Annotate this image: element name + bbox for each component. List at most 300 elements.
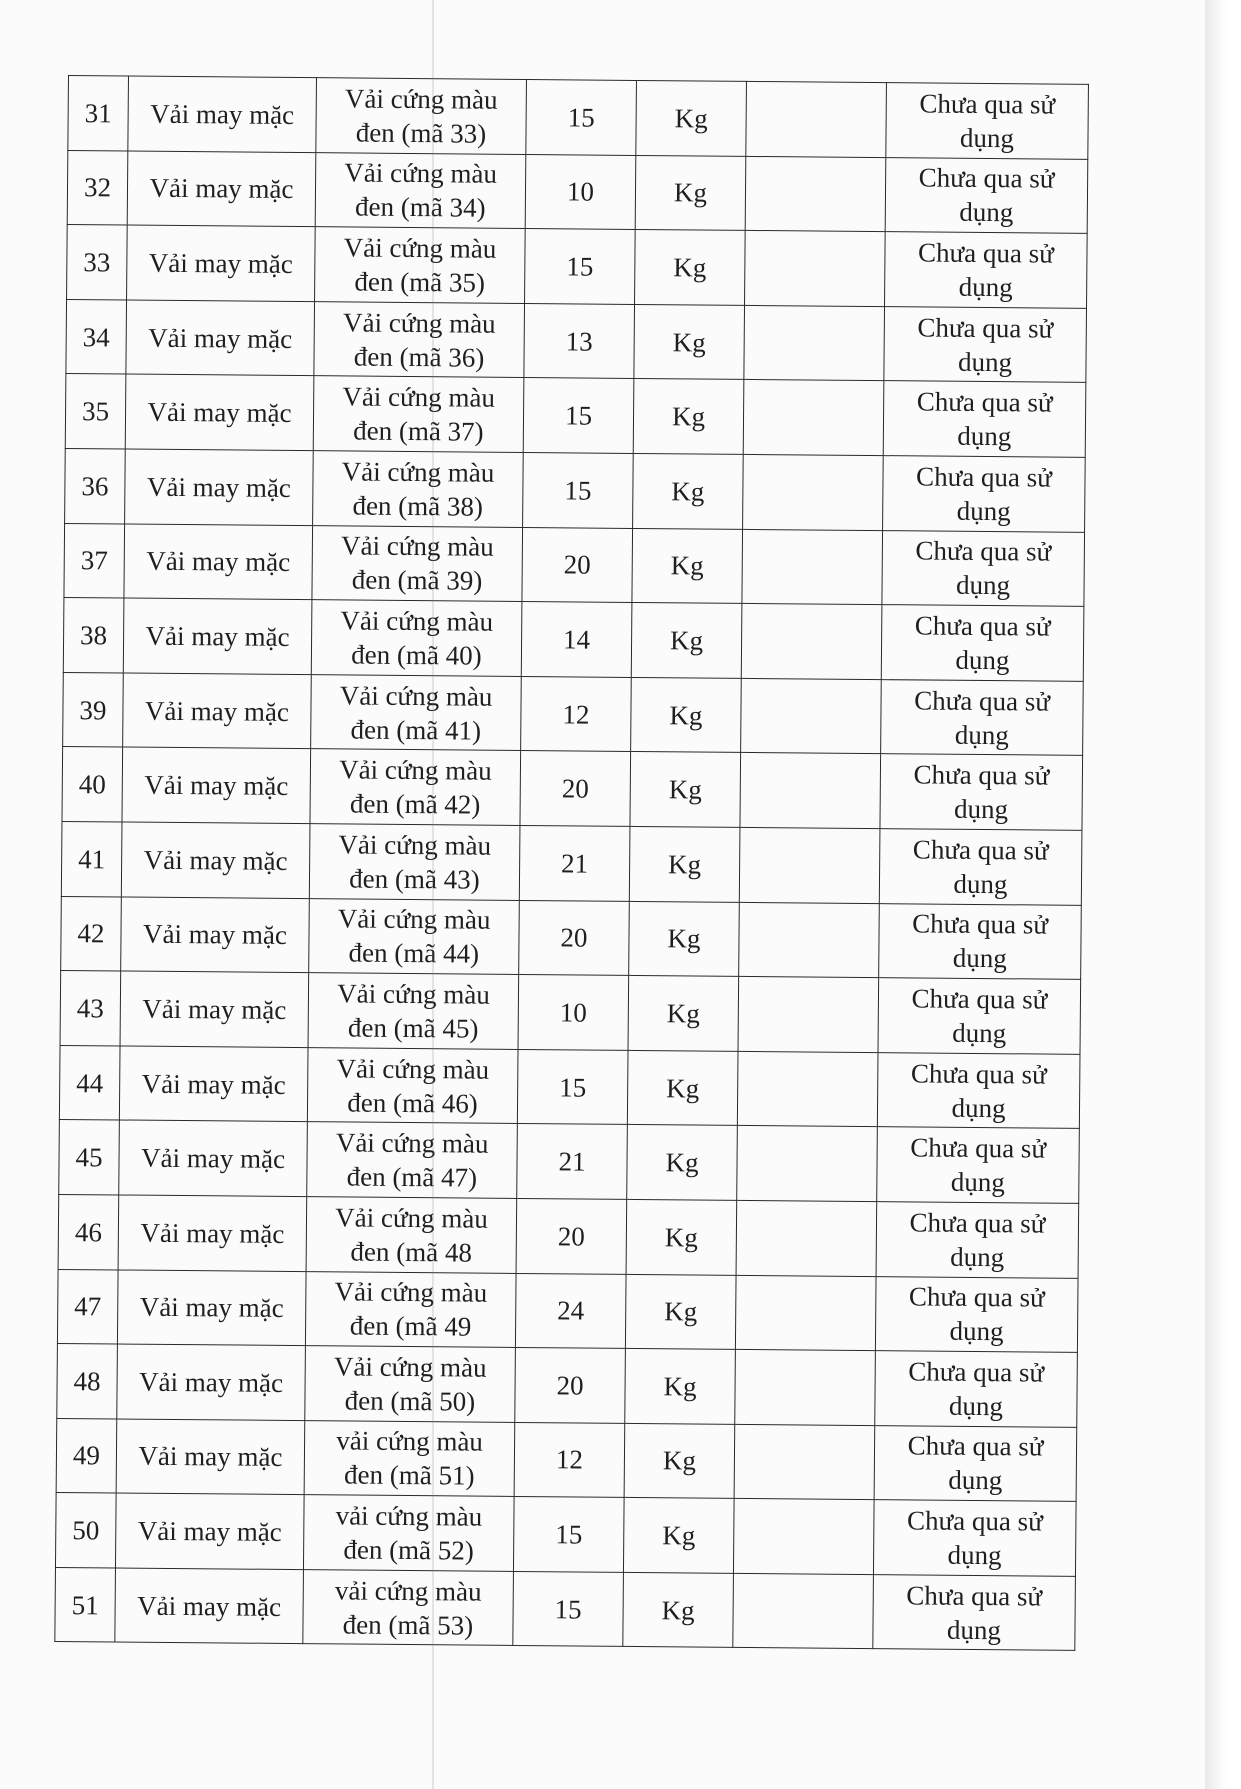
item-status-text: dụng xyxy=(952,943,1007,974)
item-description-text: Vải cứng màu xyxy=(334,1276,488,1309)
item-status xyxy=(878,978,1081,1054)
row-number-text: 39 xyxy=(79,694,107,725)
item-category-text: Vải may mặc xyxy=(146,471,292,503)
item-status-text: Chưa qua sử xyxy=(911,983,1048,1015)
item-unit xyxy=(629,826,740,902)
item-unit xyxy=(635,230,746,306)
item-unit-text: Kg xyxy=(664,1221,699,1253)
item-quantity xyxy=(517,1049,628,1125)
item-unit xyxy=(634,304,745,380)
item-status-text: dụng xyxy=(946,1614,1002,1645)
item-category xyxy=(119,1046,308,1122)
item-status-text: Chưa qua sử xyxy=(913,759,1050,791)
row-number xyxy=(58,1194,119,1269)
item-description xyxy=(306,1197,517,1273)
item-unit-text: Kg xyxy=(663,1371,697,1402)
item-quantity-text: 20 xyxy=(556,1370,584,1401)
item-description-text: vải cứng màu xyxy=(336,1425,484,1458)
item-unit xyxy=(625,1274,736,1350)
item-quantity xyxy=(523,452,634,528)
table-row xyxy=(59,1120,1080,1203)
item-category xyxy=(127,151,316,227)
item-description-text: đen (mã 38) xyxy=(352,490,484,522)
table-row xyxy=(56,1418,1077,1501)
item-description-text: Vải cứng màu xyxy=(344,83,498,115)
item-description-text: Vải cứng màu xyxy=(335,1127,489,1159)
item-description xyxy=(311,600,522,676)
item-description-text: Vải cứng màu xyxy=(337,978,490,1010)
table-row xyxy=(67,225,1088,308)
item-category xyxy=(119,1120,308,1196)
row-number-text: 33 xyxy=(83,247,111,278)
item-description xyxy=(305,1346,516,1422)
item-status xyxy=(881,679,1084,755)
table-row xyxy=(58,1194,1079,1277)
item-unit-text: Kg xyxy=(667,923,701,954)
row-number-text: 31 xyxy=(84,97,112,129)
item-description-text: đen (mã 43) xyxy=(349,863,480,895)
item-category-text: Vải may mặc xyxy=(140,1142,286,1175)
item-blank xyxy=(746,81,887,157)
item-status xyxy=(873,1500,1076,1576)
item-unit xyxy=(632,528,743,604)
item-description-text: Vải cứng màu xyxy=(342,306,496,339)
item-status-text: Chưa qua sử xyxy=(907,1430,1044,1463)
item-category-text: Vải may mặc xyxy=(137,1590,282,1622)
item-unit xyxy=(623,1498,734,1574)
row-number-text: 37 xyxy=(80,545,108,576)
item-description-text: Vải cứng màu xyxy=(344,157,498,190)
item-unit-text: Kg xyxy=(671,476,705,507)
item-category xyxy=(126,300,315,376)
table-row xyxy=(65,374,1086,457)
item-status-text: Chưa qua sử xyxy=(914,684,1051,717)
item-status-text: dụng xyxy=(953,793,1009,825)
row-number xyxy=(61,896,122,971)
row-number-text: 35 xyxy=(81,396,110,427)
row-number xyxy=(56,1418,117,1493)
row-number-text: 50 xyxy=(72,1515,100,1546)
item-status-text: dụng xyxy=(951,1092,1006,1123)
item-status-text: dụng xyxy=(947,1539,1002,1571)
item-quantity xyxy=(525,229,636,305)
item-quantity xyxy=(515,1273,626,1349)
table-row xyxy=(55,1567,1076,1650)
item-category-text: Vải may mặc xyxy=(139,1291,284,1324)
item-status-text: Chưa qua sử xyxy=(918,162,1055,195)
row-number xyxy=(65,374,126,449)
item-quantity-text: 20 xyxy=(561,773,589,804)
item-category xyxy=(127,225,316,301)
table-row xyxy=(66,299,1087,382)
item-category xyxy=(125,449,314,525)
item-description-text: Vải cứng màu xyxy=(341,456,495,488)
item-description-text: đen (mã 34) xyxy=(354,191,486,224)
item-quantity xyxy=(523,378,634,454)
item-description-text: Vải cứng màu xyxy=(342,381,496,413)
item-category-text: Vải may mặc xyxy=(144,769,289,802)
item-unit-text: Kg xyxy=(664,1296,698,1327)
item-status-text: dụng xyxy=(957,346,1013,377)
item-quantity-text: 15 xyxy=(567,102,595,133)
item-category-text: Vải may mặc xyxy=(147,396,292,429)
item-status-text: Chưa qua sử xyxy=(912,908,1049,940)
item-category xyxy=(128,76,317,152)
item-description-text: Vải cứng màu xyxy=(339,679,493,712)
item-blank xyxy=(737,1051,878,1127)
item-status-text: Chưa qua sử xyxy=(916,461,1053,493)
item-category-text: Vải may mặc xyxy=(145,620,290,652)
item-category xyxy=(115,1568,304,1644)
item-status-text: Chưa qua sử xyxy=(917,312,1054,344)
item-unit xyxy=(625,1349,736,1425)
item-description-text: đen (mã 39) xyxy=(351,564,483,596)
row-number xyxy=(59,1045,120,1120)
item-unit xyxy=(628,976,739,1052)
item-unit-text: Kg xyxy=(665,1147,699,1178)
item-description-text: đen (mã 44) xyxy=(348,937,480,969)
row-number-text: 36 xyxy=(81,470,109,502)
item-category xyxy=(117,1344,306,1420)
item-blank xyxy=(742,529,883,605)
item-category xyxy=(123,673,312,749)
item-status-text: Chưa qua sử xyxy=(910,1132,1047,1164)
table-row xyxy=(57,1269,1078,1352)
item-status-text: Chưa qua sử xyxy=(906,1580,1043,1612)
item-blank xyxy=(741,678,882,754)
item-status xyxy=(882,530,1085,606)
item-description-text: Vải cứng màu xyxy=(338,829,492,861)
item-blank xyxy=(740,753,881,829)
item-description xyxy=(305,1271,516,1347)
item-description-text: Vải cứng màu xyxy=(340,530,494,563)
page-edge-shadow xyxy=(1205,0,1241,1789)
item-quantity-text: 21 xyxy=(558,1146,586,1177)
row-number-text: 45 xyxy=(75,1142,103,1173)
item-unit xyxy=(627,1125,738,1201)
item-quantity xyxy=(519,825,630,901)
item-quantity xyxy=(516,1198,627,1274)
item-status-text: dụng xyxy=(959,122,1015,154)
item-unit xyxy=(633,379,744,455)
row-number-text: 34 xyxy=(82,321,110,352)
item-quantity-text: 12 xyxy=(555,1444,584,1476)
item-status xyxy=(883,381,1086,457)
item-blank xyxy=(745,231,886,307)
item-description-text: đen (mã 53) xyxy=(342,1609,474,1641)
item-category-text: Vải may mặc xyxy=(142,993,287,1025)
item-unit xyxy=(624,1423,735,1499)
item-unit xyxy=(631,677,742,753)
row-number-text: 40 xyxy=(78,769,106,800)
item-quantity xyxy=(525,154,636,230)
item-category xyxy=(123,598,312,674)
item-status xyxy=(875,1276,1078,1352)
item-unit xyxy=(633,453,744,529)
item-quantity xyxy=(513,1571,624,1647)
row-number-text: 43 xyxy=(76,993,104,1024)
item-status xyxy=(885,157,1088,233)
table-row xyxy=(61,896,1082,979)
item-status-text: Chưa qua sử xyxy=(915,535,1052,567)
row-number xyxy=(65,448,126,523)
item-description-text: Vải cứng màu xyxy=(335,1202,488,1234)
item-description-text: Vải cứng màu xyxy=(337,903,491,936)
item-description xyxy=(308,973,519,1049)
item-quantity-text: 20 xyxy=(563,549,591,580)
item-blank xyxy=(733,1499,874,1575)
item-unit-text: Kg xyxy=(668,849,702,880)
item-quantity-text: 15 xyxy=(559,1071,587,1103)
item-quantity-text: 15 xyxy=(554,1593,582,1625)
item-description-text: vải cứng màu xyxy=(335,1500,483,1532)
item-description xyxy=(314,301,525,377)
item-quantity xyxy=(514,1422,625,1498)
item-description-text: đen (mã 33) xyxy=(355,117,487,149)
item-unit-text: Kg xyxy=(671,401,706,432)
row-number xyxy=(68,76,129,151)
item-unit xyxy=(623,1572,734,1648)
table-row xyxy=(59,1045,1080,1128)
item-description-text: đen (mã 35) xyxy=(354,266,486,298)
item-quantity-text: 20 xyxy=(557,1221,586,1252)
item-quantity xyxy=(521,602,632,678)
item-blank xyxy=(734,1424,875,1500)
item-unit xyxy=(635,155,746,231)
item-category-text: Vải may mặc xyxy=(137,1515,282,1547)
item-status-text: Chưa qua sử xyxy=(919,88,1056,120)
item-category-text: Vải may mặc xyxy=(148,247,293,279)
row-number xyxy=(59,1120,120,1195)
item-blank xyxy=(735,1349,876,1425)
item-category xyxy=(121,897,310,973)
item-blank xyxy=(735,1275,876,1351)
item-description xyxy=(313,376,524,452)
item-description xyxy=(316,78,527,154)
item-status-text: dụng xyxy=(949,1316,1004,1347)
item-quantity xyxy=(524,303,635,379)
item-category xyxy=(124,524,313,600)
scan-fold-line xyxy=(432,0,434,1789)
item-description xyxy=(315,152,526,228)
row-number xyxy=(67,150,128,225)
item-description-text: đen (mã 41) xyxy=(350,714,482,746)
item-status xyxy=(885,232,1088,308)
item-description xyxy=(307,1122,518,1198)
item-quantity-text: 10 xyxy=(559,997,587,1028)
item-status xyxy=(880,754,1083,830)
item-category-text: Vải may mặc xyxy=(150,98,295,130)
table-row xyxy=(60,971,1081,1054)
item-unit xyxy=(636,80,747,156)
item-status xyxy=(883,456,1086,532)
item-description-text: Vải cứng màu xyxy=(339,754,492,786)
item-blank xyxy=(739,827,880,903)
item-quantity-text: 15 xyxy=(555,1519,583,1550)
item-quantity-text: 12 xyxy=(562,698,590,730)
table-row xyxy=(68,76,1089,159)
item-blank xyxy=(743,454,884,530)
item-status-text: dụng xyxy=(958,271,1013,303)
item-quantity-text: 20 xyxy=(560,922,588,953)
row-number xyxy=(63,598,124,673)
item-category xyxy=(125,374,314,450)
item-quantity xyxy=(521,676,632,752)
item-blank xyxy=(738,977,879,1053)
item-unit-text: Kg xyxy=(669,625,704,656)
item-status-text: dụng xyxy=(950,1166,1006,1198)
item-category xyxy=(117,1269,306,1345)
item-description-text: Vải cứng màu xyxy=(333,1351,487,1383)
item-description xyxy=(310,749,521,825)
item-description xyxy=(304,1420,515,1496)
item-status-text: dụng xyxy=(953,868,1008,899)
item-description-text: đen (mã 47) xyxy=(346,1161,478,1193)
item-status xyxy=(876,1202,1079,1278)
item-description-text: đen (mã 37) xyxy=(353,415,484,447)
item-description-text: Vải cứng màu xyxy=(340,605,494,637)
item-status-text: dụng xyxy=(948,1390,1004,1422)
item-unit-text: Kg xyxy=(670,550,704,581)
inventory-table xyxy=(54,75,1089,1651)
row-number xyxy=(67,225,128,300)
item-quantity-text: 21 xyxy=(561,848,589,879)
item-quantity-text: 13 xyxy=(565,325,593,357)
row-number-text: 46 xyxy=(74,1216,103,1248)
item-description xyxy=(303,1569,514,1645)
item-status-text: dụng xyxy=(950,1241,1005,1272)
item-description-text: đen (mã 36) xyxy=(353,341,485,373)
item-description-text: đen (mã 51) xyxy=(343,1459,475,1492)
row-number xyxy=(66,299,127,374)
item-unit xyxy=(630,752,741,828)
item-category-text: Vải may mặc xyxy=(149,173,294,205)
item-category-text: Vải may mặc xyxy=(143,844,288,876)
item-quantity xyxy=(526,80,637,156)
row-number xyxy=(55,1493,116,1568)
item-unit xyxy=(626,1199,737,1275)
item-quantity-text: 24 xyxy=(557,1295,585,1326)
item-status-text: Chưa qua sử xyxy=(908,1281,1045,1313)
item-category xyxy=(116,1419,305,1495)
item-category-text: Vải may mặc xyxy=(144,695,290,727)
item-unit-text: Kg xyxy=(668,774,702,805)
item-category-text: Vải may mặc xyxy=(138,1441,283,1473)
item-quantity-text: 14 xyxy=(562,624,591,655)
item-status xyxy=(875,1351,1078,1427)
row-number xyxy=(61,821,122,896)
item-status xyxy=(879,829,1082,905)
item-status-text: Chưa qua sử xyxy=(916,386,1053,418)
item-unit-text: Kg xyxy=(662,1520,696,1551)
item-status-text: Chưa qua sử xyxy=(908,1356,1045,1388)
item-unit-text: Kg xyxy=(661,1594,695,1626)
item-category-text: Vải may mặc xyxy=(146,546,291,578)
item-description xyxy=(307,1047,518,1123)
item-status xyxy=(884,306,1087,382)
item-category-text: Vải may mặc xyxy=(142,919,288,951)
item-status-text: dụng xyxy=(954,719,1009,750)
item-status-text: Chưa qua sử xyxy=(912,834,1049,866)
item-quantity xyxy=(518,975,629,1051)
table-row xyxy=(63,598,1084,681)
item-category-text: Vải may mặc xyxy=(148,322,293,354)
row-number xyxy=(57,1344,118,1419)
table-row xyxy=(63,672,1084,755)
row-number xyxy=(60,971,121,1046)
row-number xyxy=(57,1269,118,1344)
item-description-text: Vải cứng màu xyxy=(343,232,497,264)
item-status-text: Chưa qua sử xyxy=(917,237,1054,269)
item-category-text: Vải may mặc xyxy=(141,1068,286,1100)
item-blank xyxy=(737,1126,878,1202)
item-quantity-text: 15 xyxy=(564,475,592,506)
item-blank xyxy=(745,156,886,232)
item-description xyxy=(303,1495,514,1571)
item-quantity-text: 10 xyxy=(566,176,595,207)
table-body xyxy=(55,76,1089,1651)
item-quantity xyxy=(515,1348,626,1424)
item-status xyxy=(879,903,1082,979)
item-status xyxy=(886,83,1089,159)
item-description-text: vải cứng màu xyxy=(334,1575,482,1607)
item-category-text: Vải may mặc xyxy=(138,1366,284,1398)
item-status-text: Chưa qua sử xyxy=(910,1057,1047,1090)
item-description xyxy=(313,451,524,527)
item-status-text: dụng xyxy=(956,495,1011,527)
item-blank xyxy=(743,380,884,456)
item-status-text: Chưa qua sử xyxy=(909,1207,1046,1239)
table-row xyxy=(67,150,1088,233)
item-status-text: dụng xyxy=(957,420,1012,452)
item-status-text: Chưa qua sử xyxy=(914,610,1051,642)
item-quantity xyxy=(513,1497,624,1573)
item-status xyxy=(881,605,1084,681)
item-unit-text: Kg xyxy=(673,252,707,283)
table-row xyxy=(62,747,1083,830)
item-blank xyxy=(739,902,880,978)
item-unit-text: Kg xyxy=(666,1072,700,1104)
table-row xyxy=(57,1344,1078,1427)
row-number-text: 42 xyxy=(77,918,105,949)
item-quantity-text: 15 xyxy=(564,400,593,431)
row-number xyxy=(63,672,124,747)
item-unit-text: Kg xyxy=(674,103,708,134)
item-quantity xyxy=(522,527,633,603)
item-status-text: dụng xyxy=(948,1465,1003,1496)
table-row xyxy=(61,821,1082,904)
item-description-text: đen (mã 52) xyxy=(343,1534,474,1566)
item-blank xyxy=(741,604,882,680)
item-description xyxy=(311,674,522,750)
row-number-text: 47 xyxy=(74,1291,102,1322)
row-number xyxy=(62,747,123,822)
item-status xyxy=(873,1574,1076,1650)
item-category xyxy=(121,822,310,898)
item-unit xyxy=(629,901,740,977)
item-description-text: đen (mã 50) xyxy=(344,1385,476,1417)
row-number xyxy=(64,523,125,598)
item-category xyxy=(120,971,309,1047)
item-status xyxy=(874,1425,1077,1501)
item-description-text: Vải cứng màu xyxy=(336,1052,490,1085)
table-row xyxy=(65,448,1086,531)
item-description-text: đen (mã 40) xyxy=(351,639,482,671)
item-unit-text: Kg xyxy=(666,998,700,1029)
item-unit-text: Kg xyxy=(672,326,706,358)
item-category xyxy=(122,747,311,823)
item-description-text: đen (mã 45) xyxy=(347,1012,479,1044)
